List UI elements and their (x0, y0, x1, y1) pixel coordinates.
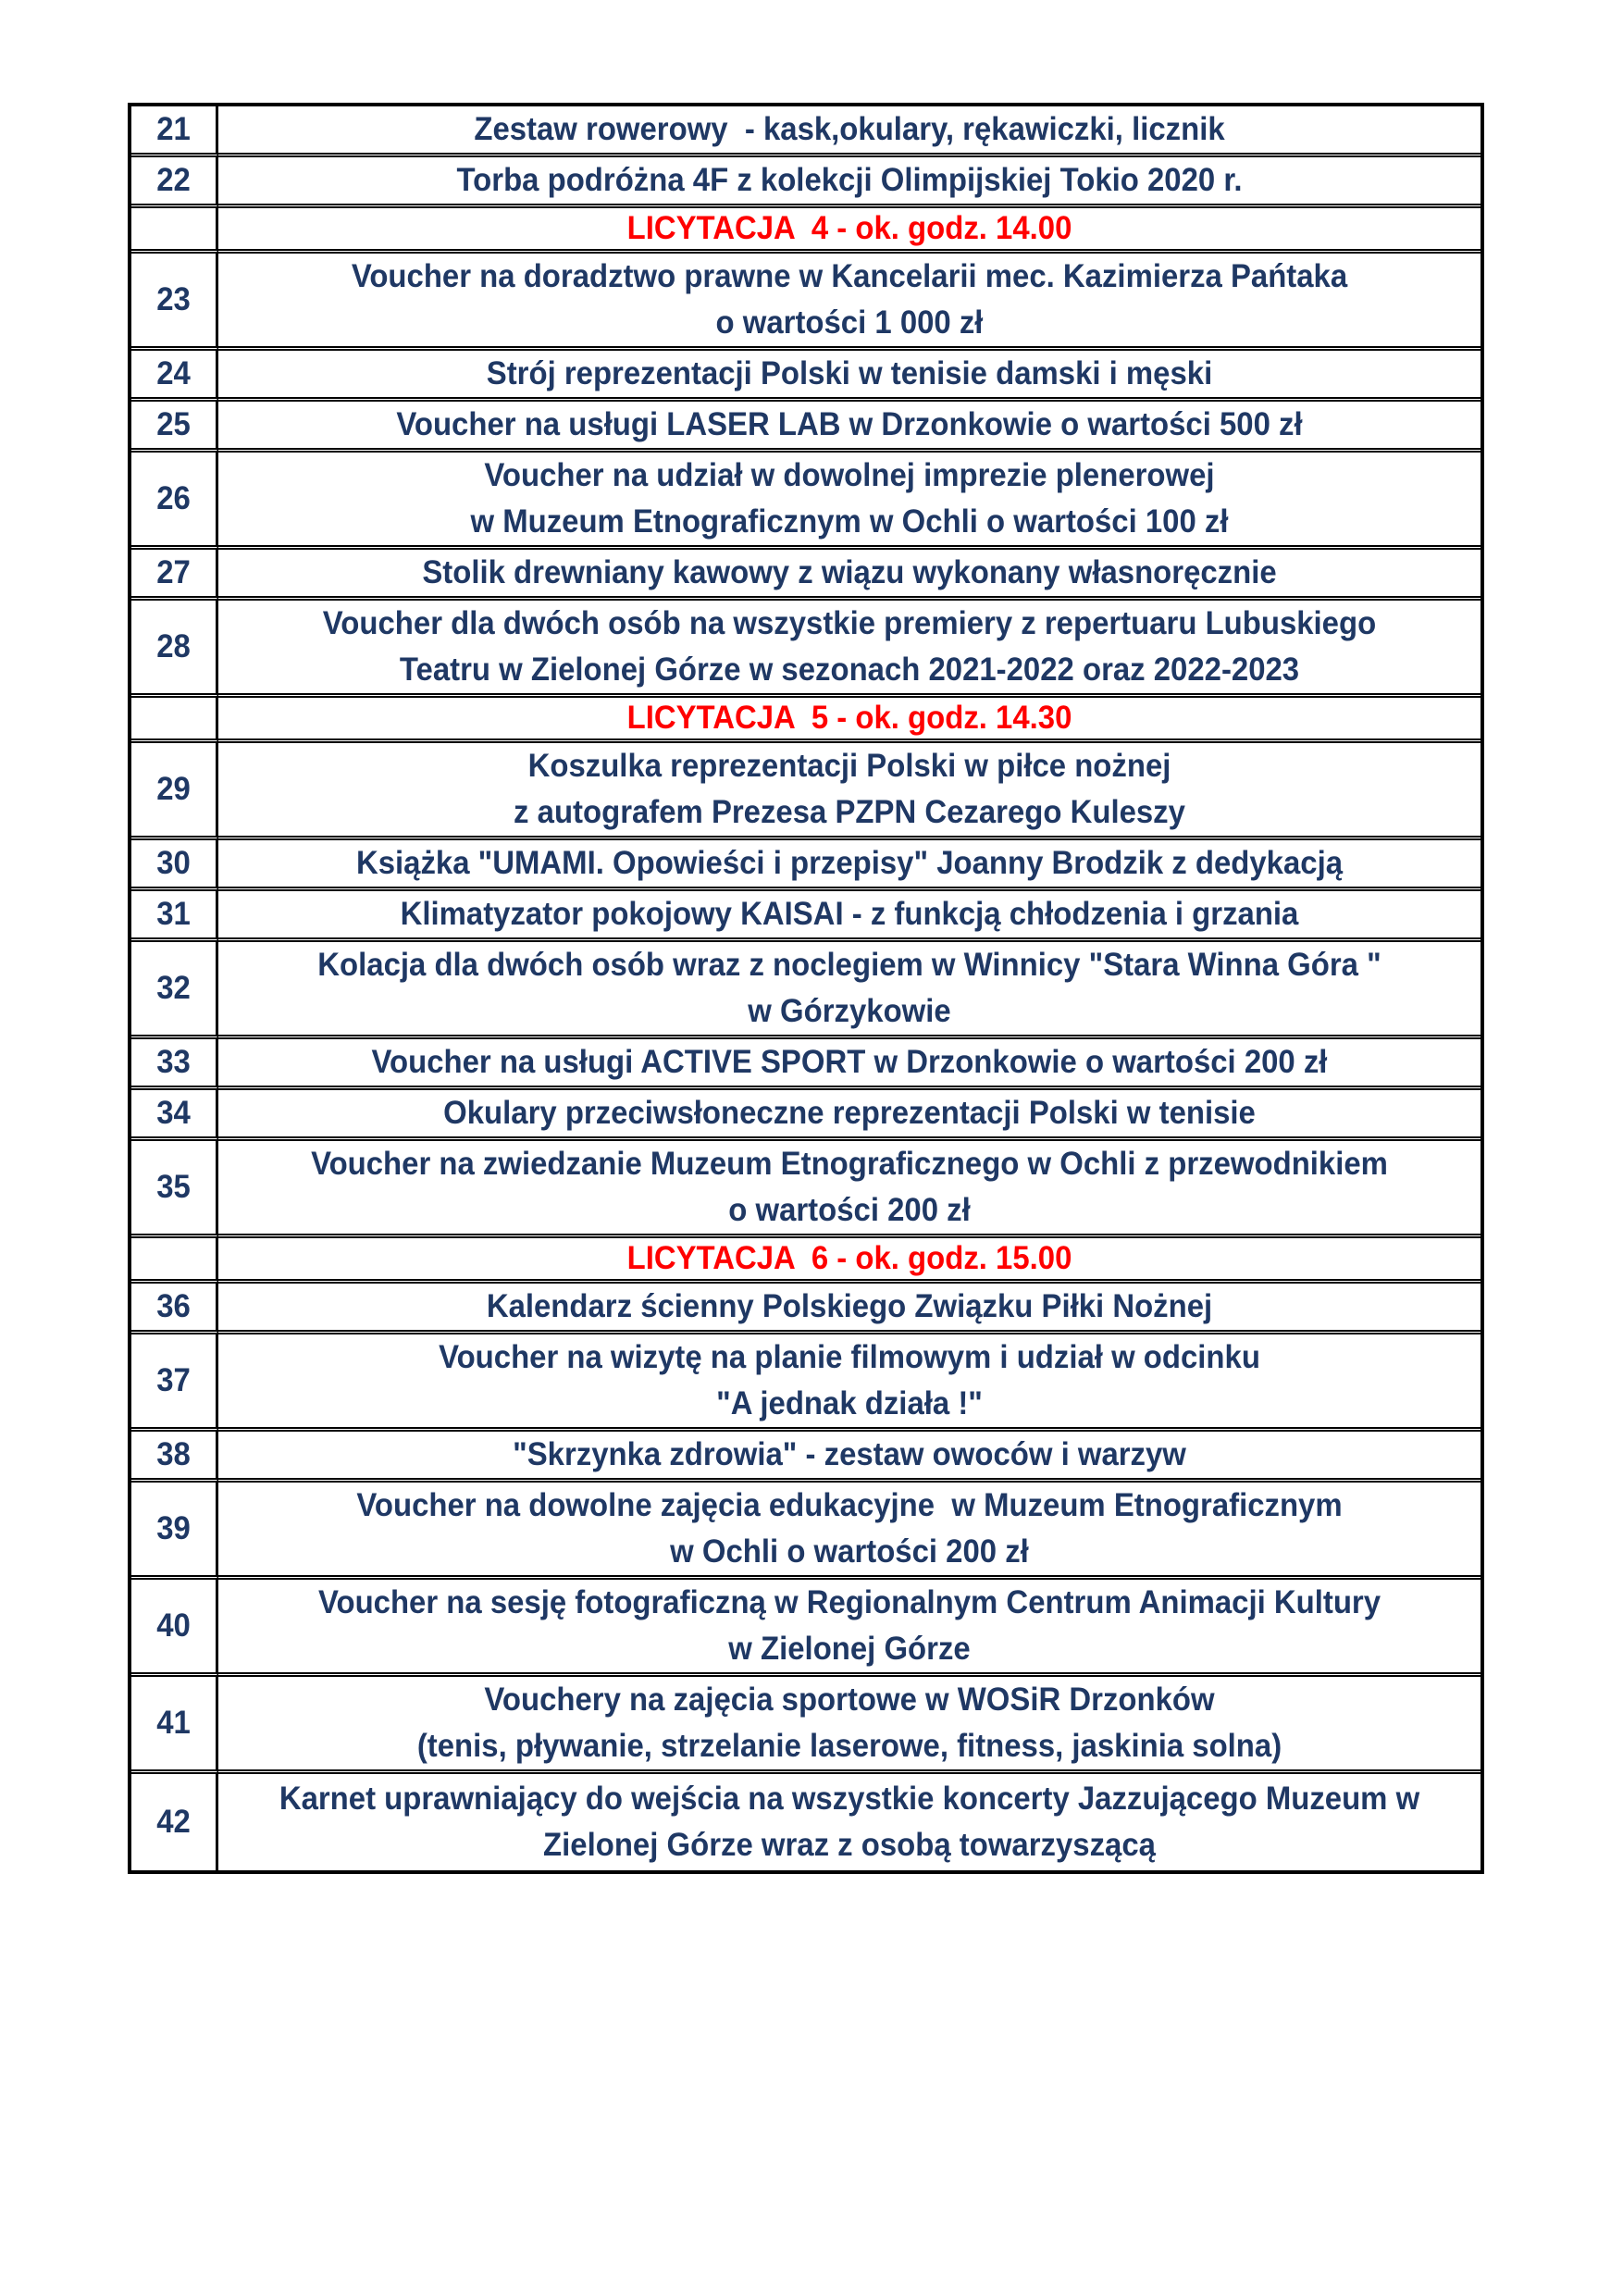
table-row (131, 453, 1481, 550)
item-description-line: o wartości 200 zł (728, 1192, 971, 1228)
item-number-text: 23 (156, 281, 191, 317)
item-description-line: o wartości 1 000 zł (715, 304, 984, 341)
auction-header-row (131, 698, 1481, 743)
table-row (131, 1432, 1481, 1483)
item-description-line: w Górzykowie (748, 993, 951, 1029)
item-number-text: 35 (156, 1169, 191, 1205)
item-description-line: Stolik drewniany kawowy z wiązu wykonany własnoręcznie (422, 554, 1277, 590)
item-number (131, 351, 218, 402)
item-description-line: "Skrzynka zdrowia" - zestaw owoców i warzyw (513, 1436, 1186, 1472)
item-number-text: 26 (156, 480, 191, 516)
empty-number-cell (131, 1238, 218, 1284)
item-description (218, 402, 1481, 453)
table-row (131, 157, 1481, 208)
item-description-line: (tenis, pływanie, strzelanie laserowe, fitness, jaskinia solna) (416, 1728, 1282, 1764)
item-description (218, 942, 1481, 1039)
auction-items-table (128, 103, 1484, 1874)
item-number (131, 254, 218, 351)
item-number (131, 106, 218, 157)
auction-header-row (131, 208, 1481, 254)
item-number-text: 28 (156, 628, 191, 664)
item-description-line: Voucher na wizytę na planie filmowym i udział w odcinku (439, 1339, 1260, 1375)
item-description (218, 840, 1481, 891)
item-description-line: Voucher na doradztwo prawne w Kancelarii mec. Kazimierza Pańtaka (351, 258, 1348, 294)
empty-number-cell (131, 698, 218, 743)
item-description-line: Voucher na usługi LASER LAB w Drzonkowie o wartości 500 zł (396, 406, 1303, 442)
item-description-line: z autografem Prezesa PZPN Cezarego Kuleszy (514, 794, 1185, 830)
item-description (218, 106, 1481, 157)
item-number (131, 1580, 218, 1677)
table-row (131, 840, 1481, 891)
item-number (131, 891, 218, 942)
item-number-text: 41 (156, 1705, 191, 1741)
item-number-text: 40 (156, 1607, 191, 1644)
item-description (218, 157, 1481, 208)
table-row (131, 942, 1481, 1039)
item-description (218, 351, 1481, 402)
item-number-text: 31 (156, 896, 191, 932)
item-number (131, 402, 218, 453)
item-description (218, 453, 1481, 550)
item-description (218, 254, 1481, 351)
table-row (131, 1284, 1481, 1334)
item-description (218, 1334, 1481, 1432)
table-row (131, 550, 1481, 601)
item-description-line: Kolacja dla dwóch osób wraz z noclegiem w Winnicy "Stara Winna Góra " (317, 947, 1381, 983)
item-description (218, 1039, 1481, 1090)
item-description-line: Kalendarz ścienny Polskiego Związku Piłki Nożnej (486, 1288, 1213, 1324)
item-number-text: 27 (156, 554, 191, 590)
item-number-text: 25 (156, 406, 191, 442)
item-description-line: Karnet uprawniający do wejścia na wszystkie koncerty Jazzującego Muzeum w (279, 1781, 1420, 1817)
table-row (131, 402, 1481, 453)
item-number-text: 37 (156, 1362, 191, 1398)
table-row (131, 1334, 1481, 1432)
item-description-line: Torba podróżna 4F z kolekcji Olimpijskiej Tokio 2020 r. (456, 162, 1243, 198)
item-number-text: 32 (156, 970, 191, 1006)
item-description-line: Zestaw rowerowy - kask,okulary, rękawiczki, licznik (474, 111, 1225, 147)
item-number-text: 33 (156, 1044, 191, 1080)
table-row (131, 1677, 1481, 1774)
item-number (131, 453, 218, 550)
item-description (218, 1090, 1481, 1141)
item-number-text: 36 (156, 1288, 191, 1324)
item-number-text: 29 (156, 771, 191, 807)
item-description (218, 1483, 1481, 1580)
item-number-text: 39 (156, 1510, 191, 1546)
item-number (131, 1284, 218, 1334)
table-row (131, 1774, 1481, 1870)
auction-session-text: LICYTACJA 5 - ok. godz. 14.30 (626, 700, 1072, 736)
item-description (218, 1432, 1481, 1483)
item-number (131, 1334, 218, 1432)
item-description-line: Voucher na usługi ACTIVE SPORT w Drzonkowie o wartości 200 zł (371, 1044, 1328, 1080)
item-description-line: Voucher dla dwóch osób na wszystkie premiery z repertuaru Lubuskiego (322, 605, 1377, 641)
item-number (131, 550, 218, 601)
item-description-line: "A jednak działa !" (716, 1385, 983, 1421)
item-description (218, 1141, 1481, 1238)
table-row (131, 1039, 1481, 1090)
item-description-line: w Ochli o wartości 200 zł (670, 1533, 1029, 1570)
item-description-line: Vouchery na zajęcia sportowe w WOSiR Drzonków (484, 1682, 1215, 1718)
table-row (131, 254, 1481, 351)
table-row (131, 601, 1481, 698)
item-number-text: 22 (156, 162, 191, 198)
item-description-line: Zielonej Górze wraz z osobą towarzyszącą (543, 1827, 1156, 1863)
item-number (131, 601, 218, 698)
table-row (131, 1141, 1481, 1238)
item-number-text: 42 (156, 1804, 191, 1840)
item-number (131, 1141, 218, 1238)
table-row (131, 1090, 1481, 1141)
item-description-line: Voucher na dowolne zajęcia edukacyjne w Muzeum Etnograficznym (356, 1487, 1343, 1523)
item-description-line: Książka "UMAMI. Opowieści i przepisy" Joanny Brodzik z dedykacją (355, 845, 1344, 881)
item-description-line: Voucher na sesję fotograficzną w Regionalnym Centrum Animacji Kultury (317, 1584, 1381, 1620)
item-number (131, 743, 218, 840)
item-number (131, 1039, 218, 1090)
item-number-text: 30 (156, 845, 191, 881)
auction-session-label (218, 698, 1481, 743)
item-description-line: Voucher na udział w dowolnej imprezie plenerowej (484, 457, 1215, 493)
empty-number-cell (131, 208, 218, 254)
item-number (131, 1677, 218, 1774)
item-description-line: Okulary przeciwsłoneczne reprezentacji Polski w tenisie (443, 1095, 1256, 1131)
table-row (131, 1483, 1481, 1580)
item-number-text: 24 (156, 355, 191, 391)
table-row (131, 891, 1481, 942)
table-row (131, 743, 1481, 840)
item-description-line: Koszulka reprezentacji Polski w piłce nożnej (527, 748, 1171, 784)
item-description (218, 1774, 1481, 1870)
item-description-line: Teatru w Zielonej Górze w sezonach 2021-2022 oraz 2022-2023 (399, 652, 1300, 688)
table-row (131, 1580, 1481, 1677)
item-description (218, 550, 1481, 601)
item-description-line: Klimatyzator pokojowy KAISAI - z funkcją chłodzenia i grzania (400, 896, 1299, 932)
table-row (131, 106, 1481, 157)
item-number (131, 157, 218, 208)
item-description-line: w Zielonej Górze (728, 1631, 971, 1667)
item-description-line: w Muzeum Etnograficznym w Ochli o wartości 100 zł (470, 503, 1229, 540)
item-number-text: 38 (156, 1436, 191, 1472)
item-number (131, 1432, 218, 1483)
item-number (131, 1090, 218, 1141)
item-description (218, 743, 1481, 840)
item-number (131, 1774, 218, 1870)
auction-session-label (218, 1238, 1481, 1284)
item-description (218, 1284, 1481, 1334)
item-description (218, 891, 1481, 942)
auction-session-text: LICYTACJA 4 - ok. godz. 14.00 (626, 210, 1072, 246)
auction-session-label (218, 208, 1481, 254)
item-description (218, 1677, 1481, 1774)
auction-header-row (131, 1238, 1481, 1284)
item-description-line: Voucher na zwiedzanie Muzeum Etnograficznego w Ochli z przewodnikiem (311, 1146, 1388, 1182)
item-number-text: 21 (156, 111, 191, 147)
item-number (131, 942, 218, 1039)
item-number (131, 840, 218, 891)
auction-session-text: LICYTACJA 6 - ok. godz. 15.00 (626, 1240, 1072, 1276)
item-description (218, 601, 1481, 698)
table-row (131, 351, 1481, 402)
item-number-text: 34 (156, 1095, 191, 1131)
item-description-line: Strój reprezentacji Polski w tenisie damski i męski (486, 355, 1213, 391)
item-description (218, 1580, 1481, 1677)
item-number (131, 1483, 218, 1580)
